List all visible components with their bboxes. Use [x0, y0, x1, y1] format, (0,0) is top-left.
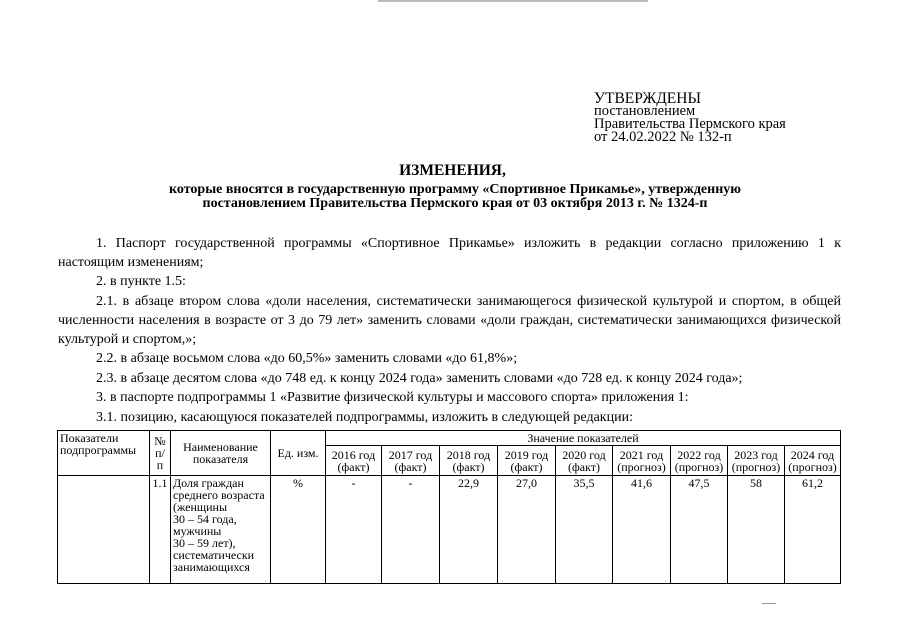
row-name-line: (женщины [173, 500, 228, 514]
header-year-cell [326, 446, 382, 476]
header-year: 2023 год [734, 447, 778, 462]
header-year: 2018 год [446, 447, 491, 462]
document-subtitle: которые вносятся в государственную программу «Спортивное Прикамье», утвержденную постановлением Правительства Пермского края от 03 октября 2013 г. № 1324-п [169, 182, 741, 211]
row-name-line: занимающихся [173, 560, 250, 574]
row-name-line: мужчины [173, 524, 222, 538]
approval-stamp-block [594, 92, 786, 144]
header-values-group: Значение показателей [326, 431, 841, 446]
paragraph-2-2: 2.2. в абзаце восьмом слова «до 60,5%» заменить словами «до 61,8%»; [96, 351, 518, 366]
row-value-cell: - [382, 476, 440, 584]
header-year-cell [556, 446, 613, 476]
header-unit: Ед. изм. [271, 431, 326, 476]
row-value-cell: 61,2 [785, 476, 841, 584]
header-year-cell [382, 446, 440, 476]
row-value-cell: 22,9 [440, 476, 498, 584]
header-year: 2022 год [677, 447, 721, 462]
header-year-cell [613, 446, 671, 476]
scan-artifact [762, 603, 776, 604]
header-year-kind: (прогноз) [788, 459, 837, 474]
header-year-kind: (прогноз) [617, 459, 666, 474]
row-value-cell: 58 [728, 476, 785, 584]
header-year-cell [671, 446, 728, 476]
row-unit: % [271, 476, 326, 584]
header-year-cell [785, 446, 841, 476]
header-year-kind: (факт) [567, 459, 600, 474]
paragraph-2-1: 2.1. в абзаце втором слова «доли населения, систематически занимающегося физической культурой и спортом, в общей численности населения в возрасте от 3 до 79 лет» заменить словами «доли граждан, систематически занимающихся физической культурой и спортом,»; [58, 294, 841, 347]
indicators-table [57, 430, 841, 584]
row-value-cell: 47,5 [671, 476, 728, 584]
approval-heading: УТВЕРЖДЕНЫ [594, 90, 701, 107]
header-year: 2016 год [331, 447, 376, 462]
row-indicators-cell [58, 476, 150, 584]
paragraph-2: 2. в пункте 1.5: [96, 274, 186, 289]
header-year: 2019 год [504, 447, 549, 462]
header-indicators: Показатели подпрограммы [58, 431, 150, 476]
approval-date-line: от 24.02.2022 № 132-п [594, 129, 732, 145]
paragraph-1: 1. Паспорт государственной программы «Спортивное Прикамье» изложить в редакции согласно приложению 1 к настоящим изменениям; [58, 236, 841, 270]
row-value-cell: 27,0 [498, 476, 556, 584]
row-value-cell: - [326, 476, 382, 584]
row-name-line: Доля граждан [173, 476, 244, 490]
row-name-line: 30 – 54 года, [173, 512, 237, 526]
approval-line: постановлением [594, 103, 696, 119]
paragraph-2-3: 2.3. в абзаце десятом слова «до 748 ед. к концу 2024 года» заменить словами «до 728 ед. к концу 2024 года»; [96, 371, 743, 386]
header-year-cell [498, 446, 556, 476]
paragraph-3: 3. в паспорте подпрограммы 1 «Развитие физической культуры и массового спорта» приложения 1: [96, 390, 689, 405]
header-year: 2017 год [388, 447, 433, 462]
header-year-kind: (факт) [510, 459, 543, 474]
header-year: 2024 год [790, 447, 835, 462]
row-number: 1.1 [150, 476, 171, 584]
table-row [58, 476, 841, 584]
header-number: № п/п [150, 431, 171, 476]
header-year-kind: (прогноз) [731, 459, 781, 474]
header-year-cell [728, 446, 785, 476]
document-title: ИЗМЕНЕНИЯ, [399, 162, 506, 179]
row-value-cell: 41,6 [613, 476, 671, 584]
header-year-kind: (прогноз) [674, 459, 724, 474]
header-name: Наименование показателя [171, 431, 271, 476]
header-year-kind: (факт) [394, 459, 427, 474]
row-name-line: среднего возраста [173, 488, 265, 502]
row-name-line: 30 – 59 лет), [173, 536, 236, 550]
row-value-cell: 35,5 [556, 476, 613, 584]
header-year-cell [440, 446, 498, 476]
header-year-kind: (факт) [452, 459, 485, 474]
row-name-line: систематически [173, 548, 255, 562]
header-year-kind: (факт) [337, 459, 370, 474]
header-year: 2020 год [562, 447, 606, 462]
scan-edge-mark [378, 0, 648, 2]
approval-line: Правительства Пермского края [594, 116, 786, 132]
header-year: 2021 год [619, 447, 664, 462]
row-indicator-name [171, 476, 271, 584]
paragraph-3-1: 3.1. позицию, касающуюся показателей подпрограммы, изложить в следующей редакции: [96, 410, 633, 425]
